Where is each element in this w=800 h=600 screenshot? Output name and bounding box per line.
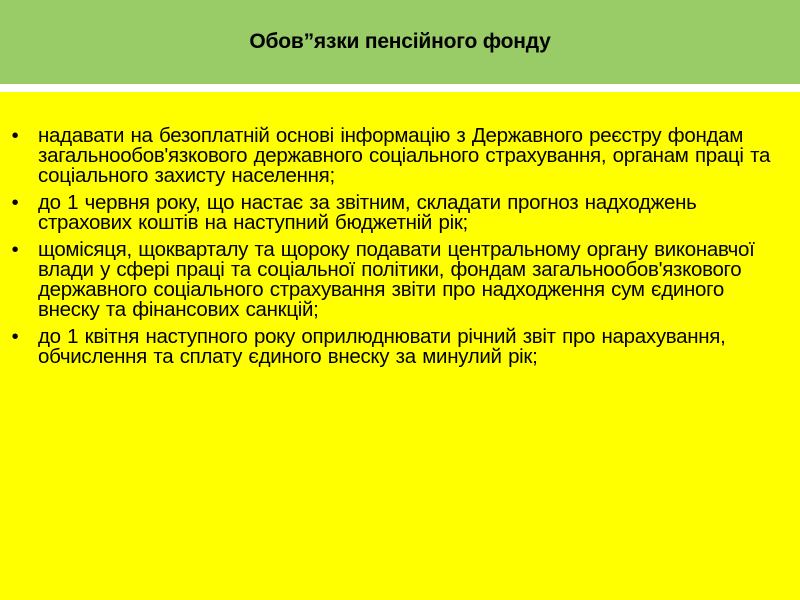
slide-body: [0, 92, 800, 600]
bullet-icon: •: [11, 239, 19, 261]
bullet-icon: •: [11, 125, 19, 147]
bullet-item-1: [0, 126, 800, 186]
bullet-icon: •: [11, 192, 19, 214]
bullet-text-4: до 1 квітня наступного року оприлюднювати річний звіт про нарахування, обчислення та сплату єдиного внеску за минулий рік;: [38, 325, 726, 368]
bullet-item-4: [0, 327, 800, 367]
bullet-text-1: надавати на безоплатній основі інформацію з Державного реєстру фондам загальнообов'язкового державного соціального страхування, органам праці та соціального захисту населення;: [38, 124, 771, 187]
slide-header: [0, 0, 800, 84]
bullet-text-3: щомісяця, щокварталу та щороку подавати центральному органу виконавчої влади у сфері праці та соціальної політики, фондам загальнообов'язкового державного соціального страхування звіти про надходження сум єдиного внеску та фінансових санкцій;: [38, 238, 755, 321]
bullet-list: [0, 126, 800, 374]
header-divider: [0, 84, 800, 92]
slide-title: Обов”язки пенсійного фонду: [249, 30, 551, 53]
bullet-icon: •: [11, 326, 19, 348]
bullet-item-2: [0, 193, 800, 233]
bullet-text-2: до 1 червня року, що настає за звітним, складати прогноз надходжень страхових коштів на наступний бюджетній рік;: [38, 191, 697, 234]
bullet-item-3: [0, 240, 800, 320]
